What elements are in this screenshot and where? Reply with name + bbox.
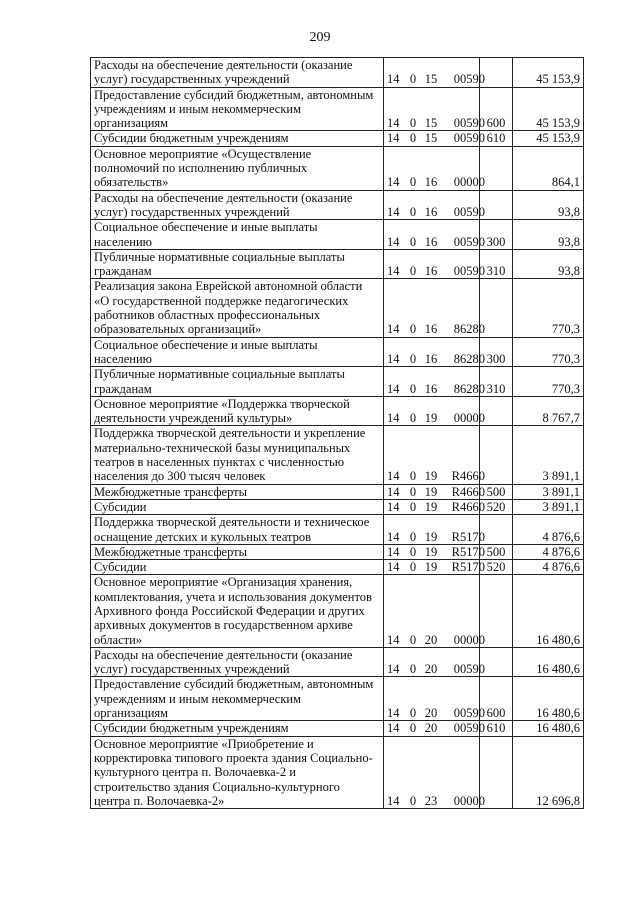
code-part: R4660 xyxy=(451,469,485,484)
code-part: 0 xyxy=(409,116,417,131)
code-part: 16 xyxy=(424,381,438,396)
row-name: Социальное обеспечение и иные выплаты населению xyxy=(91,337,384,367)
row-name: Расходы на обеспечение деятельности (оказание услуг) государственных учреждений xyxy=(91,647,384,677)
code-part: 0 xyxy=(409,706,417,721)
code-part: 15 xyxy=(424,116,438,131)
row-expense-type: 500 xyxy=(480,484,513,499)
code-part: 00590 xyxy=(453,662,485,677)
row-amount: 864,1 xyxy=(513,146,584,190)
code-part: R4660 xyxy=(451,499,485,514)
row-name: Реализация закона Еврейской автономной области «О государственной поддержке педагогических работников областных профессиональных образовательных организаций» xyxy=(91,279,384,337)
row-code xyxy=(384,279,485,337)
row-code xyxy=(384,190,485,220)
table-row xyxy=(91,131,584,146)
code-part: 0 xyxy=(409,499,417,514)
code-part: 14 xyxy=(387,662,400,677)
row-amount: 16 480,6 xyxy=(513,575,584,647)
row-code xyxy=(384,515,485,545)
code-part: 19 xyxy=(424,469,438,484)
code-part: R5170 xyxy=(451,544,485,559)
code-part: 20 xyxy=(424,662,438,677)
row-code xyxy=(384,58,485,88)
row-amount: 45 153,9 xyxy=(513,131,584,146)
row-code xyxy=(384,337,485,367)
code-part: 0 xyxy=(409,469,417,484)
row-name: Предоставление субсидий бюджетным, автономным учреждениям и иным некоммерческим организациям xyxy=(91,677,384,721)
table-row xyxy=(91,736,584,808)
code-part: 0 xyxy=(409,411,417,426)
row-name: Расходы на обеспечение деятельности (оказание услуг) государственных учреждений xyxy=(91,58,384,88)
row-amount: 93,8 xyxy=(513,249,584,279)
code-part: 00590 xyxy=(453,721,485,736)
table-row xyxy=(91,58,584,88)
row-expense-type: 600 xyxy=(480,87,513,131)
code-part: 15 xyxy=(424,72,438,87)
code-part: 14 xyxy=(387,469,400,484)
table-row xyxy=(91,279,584,337)
table-row xyxy=(91,647,584,677)
table-row xyxy=(91,575,584,647)
code-part: R5170 xyxy=(451,560,485,575)
row-name: Предоставление субсидий бюджетным, автономным учреждениям и иным некоммерческим организациям xyxy=(91,87,384,131)
row-code xyxy=(384,396,485,426)
row-amount: 770,3 xyxy=(513,279,584,337)
code-part: 0 xyxy=(409,72,417,87)
row-expense-type: 610 xyxy=(480,131,513,146)
row-amount: 4 876,6 xyxy=(513,544,584,559)
row-name: Социальное обеспечение и иные выплаты населению xyxy=(91,220,384,250)
table-row xyxy=(91,337,584,367)
code-part: 14 xyxy=(387,175,400,190)
code-part: 14 xyxy=(387,131,400,146)
code-part: 14 xyxy=(387,322,400,337)
code-part: 19 xyxy=(424,499,438,514)
code-part: 86280 xyxy=(453,351,485,366)
row-amount: 45 153,9 xyxy=(513,58,584,88)
row-code xyxy=(384,560,485,575)
code-part: 14 xyxy=(387,560,400,575)
code-part: 14 xyxy=(387,721,400,736)
row-code xyxy=(384,220,485,250)
code-part: 16 xyxy=(424,322,438,337)
table-row xyxy=(91,544,584,559)
row-expense-type: 500 xyxy=(480,544,513,559)
row-name: Межбюджетные трансферты xyxy=(91,484,384,499)
code-part: 14 xyxy=(387,484,400,499)
table-row xyxy=(91,220,584,250)
code-part: 0 xyxy=(409,793,417,808)
code-part: 00590 xyxy=(453,234,485,249)
row-amount: 16 480,6 xyxy=(513,647,584,677)
row-amount: 4 876,6 xyxy=(513,515,584,545)
code-part: 15 xyxy=(424,131,438,146)
code-part: 00000 xyxy=(453,793,485,808)
code-part: 0 xyxy=(409,351,417,366)
row-name: Основное мероприятие «Приобретение и корректировка типового проекта здания Социально- культурного центра п. Волочаевка-2 и строительство здания Социально-культурного центра п. Волочаевка-2» xyxy=(91,736,384,808)
row-amount: 93,8 xyxy=(513,190,584,220)
row-code xyxy=(384,736,485,808)
code-part: 00000 xyxy=(453,411,485,426)
row-expense-type: 310 xyxy=(480,249,513,279)
code-part: 0 xyxy=(409,662,417,677)
row-name: Субсидии xyxy=(91,499,384,514)
row-code xyxy=(384,647,485,677)
row-code xyxy=(384,131,485,146)
row-amount: 93,8 xyxy=(513,220,584,250)
budget-table xyxy=(90,57,584,809)
code-part: 14 xyxy=(387,381,400,396)
table-row xyxy=(91,515,584,545)
row-amount: 770,3 xyxy=(513,337,584,367)
code-part: 19 xyxy=(424,411,438,426)
row-name: Поддержка творческой деятельности и укрепление материально-технической базы муниципальных театров в населенных пунктах с численностью населения до 300 тысяч человек xyxy=(91,426,384,484)
row-expense-type: 600 xyxy=(480,677,513,721)
row-expense-type: 520 xyxy=(480,499,513,514)
row-expense-type: 520 xyxy=(480,560,513,575)
row-name: Поддержка творческой деятельности и техническое оснащение детских и кукольных театров xyxy=(91,515,384,545)
row-code xyxy=(384,484,485,499)
row-name: Субсидии бюджетным учреждениям xyxy=(91,721,384,736)
table-row xyxy=(91,677,584,721)
table-row xyxy=(91,396,584,426)
table-row xyxy=(91,146,584,190)
row-name: Публичные нормативные социальные выплаты гражданам xyxy=(91,249,384,279)
row-name: Субсидии xyxy=(91,560,384,575)
row-amount: 16 480,6 xyxy=(513,677,584,721)
code-part: R4660 xyxy=(451,484,485,499)
code-part: 00590 xyxy=(453,706,485,721)
row-code xyxy=(384,146,485,190)
code-part: 14 xyxy=(387,544,400,559)
table-row xyxy=(91,190,584,220)
code-part: 20 xyxy=(424,632,438,647)
row-amount: 16 480,6 xyxy=(513,721,584,736)
code-part: 0 xyxy=(409,544,417,559)
row-code xyxy=(384,677,485,721)
code-part: 0 xyxy=(409,322,417,337)
row-expense-type: 300 xyxy=(480,337,513,367)
code-part: 16 xyxy=(424,204,438,219)
code-part: 14 xyxy=(387,411,400,426)
code-part: 14 xyxy=(387,632,400,647)
code-part: 14 xyxy=(387,351,400,366)
code-part: 20 xyxy=(424,706,438,721)
row-code xyxy=(384,544,485,559)
code-part: 0 xyxy=(409,234,417,249)
row-name: Основное мероприятие «Поддержка творческой деятельности учреждений культуры» xyxy=(91,396,384,426)
code-part: 19 xyxy=(424,484,438,499)
table-row xyxy=(91,484,584,499)
row-amount: 3 891,1 xyxy=(513,426,584,484)
row-amount: 3 891,1 xyxy=(513,499,584,514)
row-expense-type: 610 xyxy=(480,721,513,736)
code-part: 16 xyxy=(424,264,438,279)
code-part: 00000 xyxy=(453,175,485,190)
row-code xyxy=(384,426,485,484)
code-part: 0 xyxy=(409,484,417,499)
code-part: 14 xyxy=(387,706,400,721)
code-part: 16 xyxy=(424,175,438,190)
row-expense-type: 310 xyxy=(480,367,513,397)
code-part: 14 xyxy=(387,234,400,249)
row-code xyxy=(384,721,485,736)
code-part: 14 xyxy=(387,499,400,514)
code-part: 14 xyxy=(387,264,400,279)
code-part: 19 xyxy=(424,560,438,575)
row-code xyxy=(384,249,485,279)
code-part: 19 xyxy=(424,544,438,559)
row-amount: 4 876,6 xyxy=(513,560,584,575)
code-part: 0 xyxy=(409,381,417,396)
code-part: 86280 xyxy=(453,322,485,337)
row-name: Основное мероприятие «Организация хранения, комплектования, учета и использования документов Архивного фонда Российской Федерации и других архивных документов в государственном архиве области» xyxy=(91,575,384,647)
code-part: 14 xyxy=(387,529,400,544)
table-row xyxy=(91,499,584,514)
code-part: 14 xyxy=(387,793,400,808)
row-amount: 8 767,7 xyxy=(513,396,584,426)
row-expense-type: 300 xyxy=(480,220,513,250)
row-amount: 3 891,1 xyxy=(513,484,584,499)
row-code xyxy=(384,367,485,397)
row-code xyxy=(384,499,485,514)
table-row xyxy=(91,249,584,279)
code-part: 00590 xyxy=(453,204,485,219)
row-amount: 770,3 xyxy=(513,367,584,397)
code-part: R5170 xyxy=(451,529,485,544)
row-name: Расходы на обеспечение деятельности (оказание услуг) государственных учреждений xyxy=(91,190,384,220)
code-part: 0 xyxy=(409,175,417,190)
code-part: 14 xyxy=(387,116,400,131)
table-row xyxy=(91,367,584,397)
table-row xyxy=(91,560,584,575)
code-part: 20 xyxy=(424,721,438,736)
code-part: 23 xyxy=(424,793,438,808)
code-part: 00590 xyxy=(453,116,485,131)
row-name: Субсидии бюджетным учреждениям xyxy=(91,131,384,146)
row-amount: 45 153,9 xyxy=(513,87,584,131)
code-part: 0 xyxy=(409,264,417,279)
row-code xyxy=(384,87,485,131)
code-part: 0 xyxy=(409,131,417,146)
table-row xyxy=(91,426,584,484)
code-part: 0 xyxy=(409,204,417,219)
code-part: 86280 xyxy=(453,381,485,396)
code-part: 0 xyxy=(409,632,417,647)
code-part: 16 xyxy=(424,351,438,366)
row-name: Публичные нормативные социальные выплаты гражданам xyxy=(91,367,384,397)
code-part: 14 xyxy=(387,72,400,87)
code-part: 00590 xyxy=(453,264,485,279)
row-name: Основное мероприятие «Осуществление полномочий по исполнению публичных обязательств» xyxy=(91,146,384,190)
code-part: 00590 xyxy=(453,131,485,146)
row-code xyxy=(384,575,485,647)
code-part: 0 xyxy=(409,529,417,544)
page-number: 209 xyxy=(309,30,331,45)
table-row xyxy=(91,87,584,131)
row-name: Межбюджетные трансферты xyxy=(91,544,384,559)
code-part: 00000 xyxy=(453,632,485,647)
budget-table-body xyxy=(91,58,584,809)
code-part: 16 xyxy=(424,234,438,249)
table-row xyxy=(91,721,584,736)
code-part: 0 xyxy=(409,560,417,575)
code-part: 0 xyxy=(409,721,417,736)
code-part: 00590 xyxy=(453,72,485,87)
code-part: 14 xyxy=(387,204,400,219)
row-amount: 12 696,8 xyxy=(513,736,584,808)
code-part: 19 xyxy=(424,529,438,544)
